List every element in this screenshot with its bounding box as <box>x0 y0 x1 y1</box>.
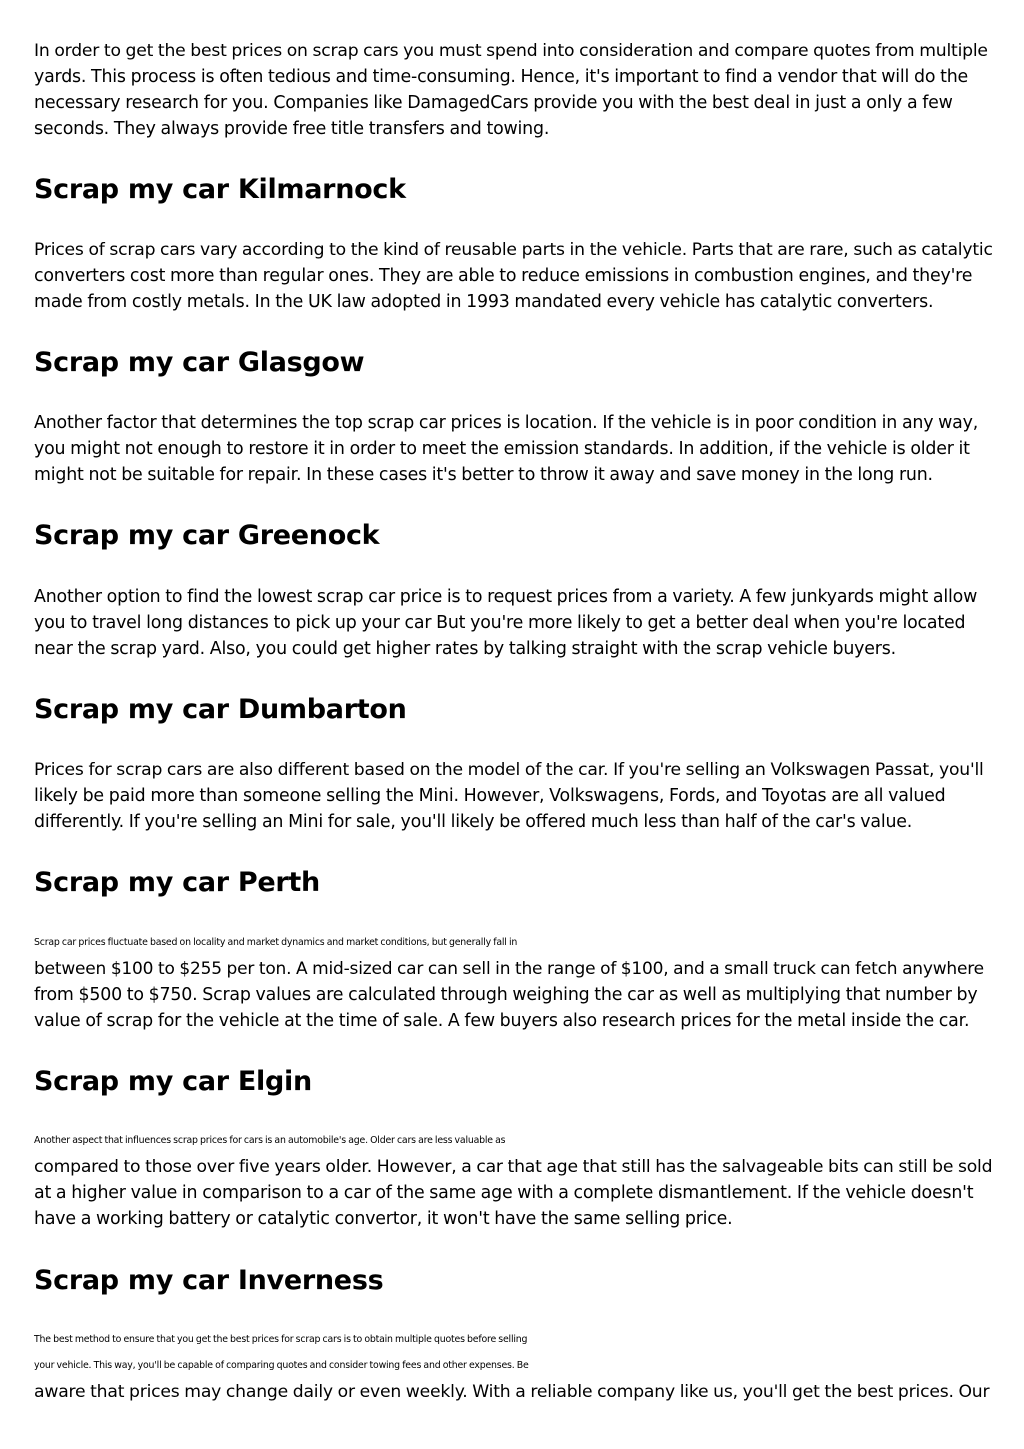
text-line: Another factor that determines the top scrap car prices is location. If the vehicle is in poor condition in any way, <box>34 413 979 433</box>
text-line: made from costly metals. In the UK law adopted in 1993 mandated every vehicle has catalytic converters. <box>34 292 934 312</box>
text-line: likely be paid more than someone selling the Mini. However, Volkswagens, Fords, and Toyotas are all valued <box>34 786 946 806</box>
text-line: converters cost more than regular ones. They are able to reduce emissions in combustion engines, and they're <box>34 266 973 286</box>
text-line: your vehicle. This way, you'll be capable of comparing quotes and consider towing fees and other expenses. Be <box>34 1360 529 1371</box>
text-line: you might not enough to restore it in order to meet the emission standards. In addition, if the vehicle is older it <box>34 439 970 459</box>
section-paragraph-perth <box>34 930 984 1034</box>
text-line: might not be suitable for repair. In these cases it's better to throw it away and save money in the long run. <box>34 465 933 485</box>
text-line: you to travel long distances to pick up your car But you're more likely to get a better deal when you're located <box>34 613 966 633</box>
text-line: The best method to ensure that you get the best prices for scrap cars is to obtain multiple quotes before selling <box>34 1334 528 1345</box>
section-heading-elgin: Scrap my car Elgin <box>34 1066 312 1097</box>
text-line: necessary research for you. Companies like DamagedCars provide you with the best deal in just a only a few <box>34 93 953 113</box>
text-line: between $100 to $255 per ton. A mid-sized car can sell in the range of $100, and a small truck can fetch anywhere <box>34 959 984 979</box>
text-line: Prices of scrap cars vary according to the kind of reusable parts in the vehicle. Parts that are rare, such as catalytic <box>34 240 993 260</box>
intro-paragraph <box>34 38 988 142</box>
text-line: compared to those over five years older. However, a car that age that still has the salvageable bits can still be sold <box>34 1157 993 1177</box>
text-line: Another option to find the lowest scrap car price is to request prices from a variety. A few junkyards might allow <box>34 587 978 607</box>
text-line: value of scrap for the vehicle at the time of sale. A few buyers also research prices for the metal inside the car. <box>34 1011 970 1031</box>
text-line: Prices for scrap cars are also different based on the model of the car. If you're selling an Volkswagen Passat, you'll <box>34 760 984 780</box>
text-line: near the scrap yard. Also, you could get higher rates by talking straight with the scrap vehicle buyers. <box>34 639 896 659</box>
text-line: seconds. They always provide free title transfers and towing. <box>34 119 550 139</box>
text-line: yards. This process is often tedious and time-consuming. Hence, it's important to find a vendor that will do the <box>34 67 969 87</box>
section-paragraph-dumbarton <box>34 757 984 835</box>
section-paragraph-greenock <box>34 584 977 662</box>
text-line: Scrap car prices fluctuate based on locality and market dynamics and market conditions, but generally fall in <box>34 937 518 948</box>
section-paragraph-inverness <box>34 1327 989 1405</box>
section-paragraph-elgin <box>34 1128 992 1232</box>
section-heading-inverness: Scrap my car Inverness <box>34 1265 384 1296</box>
text-line: differently. If you're selling an Mini for sale, you'll likely be offered much less than half of the car's value. <box>34 812 913 832</box>
text-line: Another aspect that influences scrap prices for cars is an automobile's age. Older cars are less valuable as <box>34 1135 506 1146</box>
text-line: aware that prices may change daily or even weekly. With a reliable company like us, you'll get the best prices. Our <box>34 1382 990 1402</box>
text-line: at a higher value in comparison to a car of the same age with a complete dismantlement. If the vehicle doesn't <box>34 1183 974 1203</box>
section-paragraph-kilmarnock <box>34 237 993 315</box>
text-line: have a working battery or catalytic convertor, it won't have the same selling price. <box>34 1209 733 1229</box>
section-heading-kilmarnock: Scrap my car Kilmarnock <box>34 174 406 205</box>
section-heading-glasgow: Scrap my car Glasgow <box>34 347 365 378</box>
section-heading-perth: Scrap my car Perth <box>34 867 320 898</box>
text-line: from $500 to $750. Scrap values are calculated through weighing the car as well as multiplying that number by <box>34 985 978 1005</box>
section-heading-dumbarton: Scrap my car Dumbarton <box>34 694 407 725</box>
section-heading-greenock: Scrap my car Greenock <box>34 520 380 551</box>
text-line: In order to get the best prices on scrap cars you must spend into consideration and compare quotes from multiple <box>34 41 988 61</box>
section-paragraph-glasgow <box>34 410 978 488</box>
